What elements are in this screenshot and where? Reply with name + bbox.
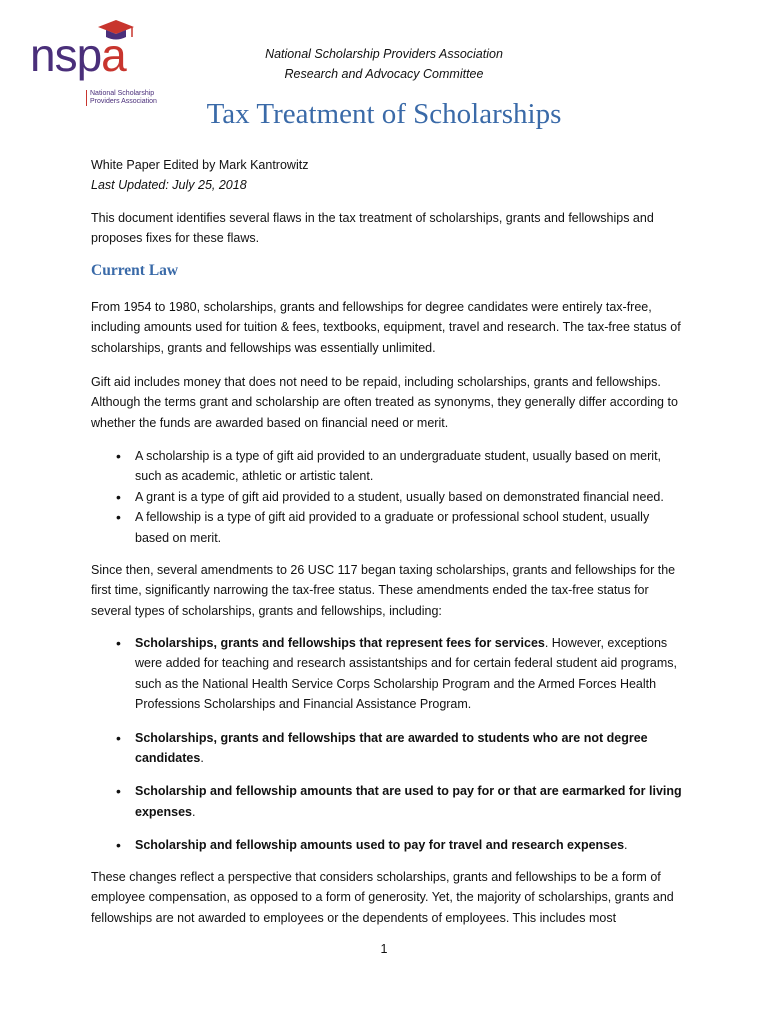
document-title: Tax Treatment of Scholarships [206,98,562,130]
history-paragraph: From 1954 to 1980, scholarships, grants and fellowships for degree candidates were entirely tax-free, including amounts used for tuition & fees, textbooks, equipment, travel and research. The tax-free status of scholarships, grants and fellowships was essentially unlimited. [91,300,681,355]
list-item: • Scholarships, grants and fellowships that represent fees for services. However, exceptions were added for teaching and research assistantships and for certain federal student aid programs, such as the National Health Service Corps Scholarship Program and the Armed Forces Health Professions Scholarships and Financial Assistance Program. [110,633,685,715]
list-item: • Scholarships, grants and fellowships that are awarded to students who are not degree candidates. [110,728,685,769]
amendments-paragraph: Since then, several amendments to 26 USC 117 began taxing scholarships, grants and fellowships for the first time, significantly narrowing the tax-free status. These amendments ended the tax-free status for several types of scholarships, grants and fellowships, including: [91,563,676,618]
intro-paragraph: This document identifies several flaws in the tax treatment of scholarships, grants and fellowships and proposes fixes for these flaws. [91,211,654,246]
page-number: 1 [380,942,388,956]
nspa-logo [30,18,157,105]
org-name: National Scholarship Providers Association [265,47,503,61]
section-heading: Current Law [91,262,179,279]
committee-name: Research and Advocacy Committee [284,67,484,81]
list-item: • A grant is a type of gift aid provided to a student, usually based on demonstrated financial need. [110,487,685,507]
list-item: • A fellowship is a type of gift aid provided to a graduate or professional school student, usually based on merit. [110,507,685,548]
list-item: • Scholarship and fellowship amounts used to pay for travel and research expenses. [110,835,685,855]
logo-wordmark: nspa [30,29,126,81]
perspective-paragraph: These changes reflect a perspective that considers scholarships, grants and fellowships to be a form of employee compensation, as opposed to a form of generosity. Yet, the majority of scholarships, grants and fellowships are not awarded to employees or the dependents of employees. This includes most [91,870,674,925]
gift-aid-paragraph: Gift aid includes money that does not need to be repaid, including scholarships, grants and fellowships. Although the terms grant and scholarship are often treated as synonyms, they generally differ according to whether the funds are awarded based on financial need or merit. [91,375,678,430]
edited-by: White Paper Edited by Mark Kantrowitz [91,158,309,172]
list-item: • Scholarship and fellowship amounts that are used to pay for or that are earmarked for living expenses. [110,781,685,822]
definitions-list [110,446,685,548]
last-updated: Last Updated: July 25, 2018 [91,178,247,192]
logo-subtitle: National Scholarship Providers Association [86,90,170,106]
list-item: • A scholarship is a type of gift aid provided to an undergraduate student, usually based on merit, such as academic, athletic or artistic talent. [110,446,685,487]
amendments-list [110,633,685,869]
